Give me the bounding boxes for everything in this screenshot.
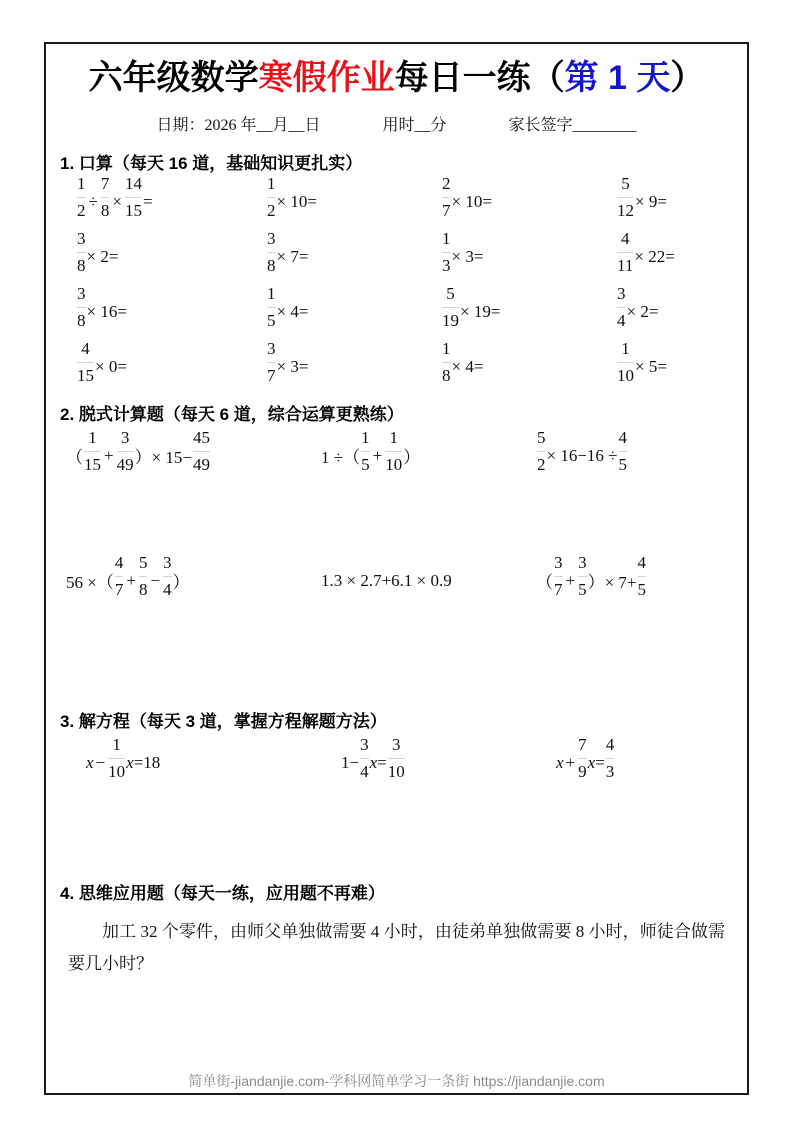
fraction-numerator: 5 xyxy=(621,174,630,193)
math-operator: + xyxy=(104,445,114,465)
math-text: × 10= xyxy=(451,191,492,211)
fraction xyxy=(267,284,276,330)
fraction-denominator: 10 xyxy=(617,366,634,385)
oral-problem[interactable] xyxy=(441,339,616,394)
math-text: × 7= xyxy=(276,246,309,266)
fraction-numerator: 3 xyxy=(360,735,369,754)
fraction-denominator: 5 xyxy=(361,455,370,474)
math-text: × 2= xyxy=(626,301,659,321)
stepwise-problem[interactable] xyxy=(536,428,771,474)
math-text: （ xyxy=(536,573,553,592)
math-operator: − xyxy=(150,570,161,590)
oral-problem[interactable] xyxy=(266,339,441,394)
oral-problem[interactable] xyxy=(616,174,776,229)
fraction xyxy=(442,339,451,385)
fraction-bar xyxy=(77,197,86,198)
math-text: × 22= xyxy=(634,246,675,266)
math-operator: + xyxy=(565,752,576,772)
fraction-numerator: 14 xyxy=(124,174,142,193)
fraction xyxy=(77,339,94,385)
fraction-numerator: 7 xyxy=(578,735,587,754)
fraction-bar xyxy=(267,252,276,253)
fraction-bar xyxy=(193,451,210,452)
fraction-bar xyxy=(115,576,124,577)
fraction-numerator: 3 xyxy=(617,284,626,303)
fraction xyxy=(442,284,459,330)
fraction-bar xyxy=(442,307,459,308)
fraction-numerator: 1 xyxy=(442,229,451,248)
fraction-denominator: 7 xyxy=(442,201,451,220)
fraction xyxy=(77,229,86,275)
fraction xyxy=(163,553,172,599)
fraction xyxy=(554,553,563,599)
math-operator: × xyxy=(112,191,122,211)
fraction-numerator: 3 xyxy=(120,428,130,447)
fraction-denominator: 5 xyxy=(578,580,587,599)
fraction-numerator: 1 xyxy=(112,735,121,754)
fraction-denominator: 5 xyxy=(637,580,647,599)
fraction xyxy=(617,174,634,220)
fraction-denominator: 10 xyxy=(108,762,126,781)
fraction xyxy=(578,553,587,599)
fraction-numerator: 1 xyxy=(88,428,97,447)
fraction-denominator: 8 xyxy=(77,256,86,275)
math-text: × 2= xyxy=(86,246,119,266)
math-text: × 3= xyxy=(451,246,484,266)
fraction-bar xyxy=(617,197,634,198)
fraction-numerator: 1 xyxy=(442,339,451,358)
fraction-bar xyxy=(617,252,633,253)
math-text: = xyxy=(595,752,605,772)
fraction-numerator: 4 xyxy=(620,229,630,248)
fraction-denominator: 19 xyxy=(442,311,459,330)
fraction-bar xyxy=(84,451,101,452)
math-text: × 4= xyxy=(276,301,309,321)
oral-problem[interactable] xyxy=(76,339,266,394)
fraction xyxy=(617,284,626,330)
math-text: = xyxy=(142,191,153,211)
oral-problem[interactable] xyxy=(266,229,441,284)
fraction-bar xyxy=(101,197,110,198)
math-operator: + xyxy=(565,570,576,590)
meta-row xyxy=(46,112,747,135)
fraction-denominator: 8 xyxy=(138,580,148,599)
fraction-denominator: 5 xyxy=(618,455,628,474)
section-heading-equations: 3. 解方程（每天 3 道，掌握方程解题方法） xyxy=(60,712,387,731)
fraction-bar xyxy=(578,758,587,759)
fraction xyxy=(617,339,634,385)
fraction-bar xyxy=(442,197,451,198)
fraction-numerator: 4 xyxy=(81,339,90,358)
fraction xyxy=(618,428,628,474)
math-text: 1.3 × 2.7+6.1 × 0.9 xyxy=(321,570,452,590)
fraction-denominator: 2 xyxy=(537,455,546,474)
fraction-denominator: 2 xyxy=(267,201,276,220)
fraction xyxy=(637,553,647,599)
fraction-numerator: 5 xyxy=(537,428,546,447)
fraction-bar xyxy=(361,451,370,452)
fraction-bar xyxy=(108,758,125,759)
fraction-numerator: 4 xyxy=(637,553,647,572)
equations-row xyxy=(86,735,747,781)
fraction-numerator: 45 xyxy=(193,428,211,447)
fraction-numerator: 4 xyxy=(618,428,628,447)
fraction-numerator: 3 xyxy=(391,735,401,754)
page-title xyxy=(46,56,747,100)
math-text: ） xyxy=(403,448,421,467)
fraction-denominator: 5 xyxy=(267,311,276,330)
fraction-denominator: 2 xyxy=(77,201,86,220)
fraction-numerator: 1 xyxy=(77,174,86,193)
fraction-bar xyxy=(77,362,94,363)
fraction-bar xyxy=(578,576,587,577)
fraction xyxy=(114,553,124,599)
fraction-bar xyxy=(267,307,276,308)
fraction-numerator: 5 xyxy=(138,553,148,572)
stepwise-problem[interactable] xyxy=(536,553,771,599)
fraction-numerator: 4 xyxy=(605,735,615,754)
fraction-denominator: 7 xyxy=(267,366,276,385)
fraction-bar xyxy=(385,451,402,452)
title-paren-open: （ xyxy=(530,59,565,97)
section-heading-word-problem: 4. 思维应用题（每天一练，应用题不再难） xyxy=(60,884,385,903)
fraction-denominator: 10 xyxy=(385,455,403,474)
footer-watermark: 简单街-jiandanjie.com-学科网简单学习一条街 https://jiandanjie.com xyxy=(188,1073,605,1089)
math-variable: x xyxy=(369,752,378,772)
fraction-numerator: 3 xyxy=(578,553,587,572)
oral-problem[interactable] xyxy=(76,229,266,284)
fraction-denominator: 15 xyxy=(77,366,94,385)
fraction-denominator: 9 xyxy=(578,762,587,781)
title-paren-close: ） xyxy=(670,59,705,97)
fraction-numerator: 1 xyxy=(267,284,276,303)
fraction-bar xyxy=(267,362,276,363)
stepwise-problem[interactable] xyxy=(66,553,321,599)
stepwise-row-1 xyxy=(66,428,747,474)
oral-problem[interactable] xyxy=(76,174,266,229)
math-text: × 19= xyxy=(460,301,501,321)
oral-problem[interactable] xyxy=(441,229,616,284)
fraction-bar xyxy=(125,197,142,198)
oral-problem[interactable] xyxy=(616,229,776,284)
oral-problem[interactable] xyxy=(616,339,776,394)
section-heading-oral: 1. 口算（每天 16 道，基础知识更扎实） xyxy=(60,154,363,173)
fraction-denominator: 49 xyxy=(193,455,211,474)
fraction-bar xyxy=(77,307,86,308)
fraction xyxy=(77,174,86,220)
fraction xyxy=(605,735,615,781)
fraction xyxy=(617,229,634,275)
fraction-denominator: 12 xyxy=(617,201,634,220)
oral-problem[interactable] xyxy=(441,174,616,229)
math-text: 1− xyxy=(341,752,360,772)
equation-problem[interactable] xyxy=(86,735,341,781)
fraction-bar xyxy=(77,252,86,253)
word-problem-text: 加工 32 个零件，由师父单独做需要 4 小时，由徒弟单独做需要 8 小时，师徒合做需要几小时？ xyxy=(68,922,725,973)
fraction-bar xyxy=(360,758,369,759)
fraction-denominator: 8 xyxy=(100,201,110,220)
stepwise-problem[interactable] xyxy=(321,428,536,474)
oral-problem[interactable] xyxy=(441,284,616,339)
math-text: （ xyxy=(66,448,83,467)
fraction-bar xyxy=(554,576,563,577)
fraction xyxy=(385,428,403,474)
equation-problem[interactable] xyxy=(341,735,556,781)
oral-problem[interactable] xyxy=(616,284,776,339)
fraction-numerator: 3 xyxy=(267,229,276,248)
fraction-denominator: 4 xyxy=(360,762,369,781)
fraction-bar xyxy=(638,576,647,577)
math-text: 1 ÷（ xyxy=(321,448,361,467)
math-operator: + xyxy=(372,445,383,465)
worksheet-page xyxy=(44,42,749,1095)
fraction-denominator: 7 xyxy=(554,580,563,599)
fraction xyxy=(361,428,370,474)
math-text: × 5= xyxy=(635,356,667,376)
fraction-numerator: 1 xyxy=(621,339,630,358)
date-field[interactable]: 日期：2026 年__月__日 xyxy=(156,117,321,134)
fraction xyxy=(124,174,142,220)
section-heading-stepwise: 2. 脱式计算题（每天 6 道，综合运算更熟练） xyxy=(60,405,404,424)
math-variable: x xyxy=(86,752,94,772)
fraction-bar xyxy=(617,307,626,308)
math-text: × 10= xyxy=(276,191,317,211)
fraction-denominator: 10 xyxy=(387,762,405,781)
fraction xyxy=(387,735,405,781)
fraction xyxy=(442,229,451,275)
math-variable: x xyxy=(587,752,596,772)
fraction-bar xyxy=(267,197,276,198)
fraction-bar xyxy=(617,362,634,363)
math-text: × 0= xyxy=(95,356,127,376)
fraction-numerator: 4 xyxy=(114,553,124,572)
math-text: = xyxy=(377,752,387,772)
fraction-bar xyxy=(606,758,615,759)
fraction xyxy=(138,553,148,599)
math-text: × 4= xyxy=(451,356,484,376)
math-text: ）× 7+ xyxy=(587,573,637,592)
math-text: × 16−16 ÷ xyxy=(546,445,618,465)
fraction xyxy=(442,174,451,220)
fraction-bar xyxy=(388,758,405,759)
fraction-denominator: 4 xyxy=(617,311,626,330)
fraction xyxy=(193,428,211,474)
fraction xyxy=(100,174,110,220)
fraction-denominator: 7 xyxy=(114,580,124,599)
fraction-bar xyxy=(163,576,172,577)
fraction xyxy=(267,229,276,275)
fraction-denominator: 8 xyxy=(77,311,86,330)
title-part-daily: 每日一练 xyxy=(394,59,531,97)
oral-problem[interactable] xyxy=(76,284,266,339)
stepwise-problem[interactable] xyxy=(321,564,536,597)
fraction-numerator: 5 xyxy=(446,284,455,303)
fraction-denominator: 8 xyxy=(442,366,451,385)
fraction-denominator: 3 xyxy=(442,256,451,275)
fraction-numerator: 3 xyxy=(554,553,563,572)
title-part-grade: 六年级数学 xyxy=(88,59,259,97)
math-operator: + xyxy=(126,570,136,590)
title-day-number: 第 1 天 xyxy=(564,59,671,97)
fraction-denominator: 15 xyxy=(84,455,101,474)
math-text: =18 xyxy=(133,752,161,772)
fraction-numerator: 2 xyxy=(442,174,451,193)
oral-problem[interactable] xyxy=(266,284,441,339)
fraction xyxy=(267,339,276,385)
fraction-denominator: 15 xyxy=(124,201,142,220)
title-part-highlight: 寒假作业 xyxy=(258,59,395,97)
math-text: ） xyxy=(172,573,190,592)
fraction-denominator: 4 xyxy=(163,580,172,599)
fraction xyxy=(267,174,276,220)
fraction xyxy=(360,735,369,781)
fraction-bar xyxy=(139,576,148,577)
fraction-numerator: 1 xyxy=(267,174,276,193)
fraction-numerator: 1 xyxy=(389,428,398,447)
fraction-bar xyxy=(442,252,451,253)
fraction xyxy=(116,428,134,474)
fraction-denominator: 8 xyxy=(267,256,276,275)
fraction-numerator: 3 xyxy=(267,339,276,358)
stepwise-row-2 xyxy=(66,553,747,599)
equation-problem[interactable] xyxy=(556,735,791,781)
fraction-denominator: 49 xyxy=(116,455,134,474)
fraction-numerator: 3 xyxy=(163,553,172,572)
math-text: × 3= xyxy=(276,356,309,376)
fraction xyxy=(537,428,546,474)
oral-calculation-grid xyxy=(76,174,747,394)
fraction-numerator: 7 xyxy=(100,174,110,193)
stepwise-problem[interactable] xyxy=(66,428,321,474)
fraction xyxy=(77,284,86,330)
math-text: 56 ×（ xyxy=(66,573,114,592)
fraction-numerator: 3 xyxy=(77,284,86,303)
math-variable: x xyxy=(126,752,134,772)
fraction-bar xyxy=(117,451,134,452)
math-operator: − xyxy=(95,752,106,772)
math-text: × 16= xyxy=(86,301,127,321)
fraction-bar xyxy=(442,362,451,363)
fraction-denominator: 3 xyxy=(605,762,615,781)
fraction-numerator: 1 xyxy=(361,428,370,447)
fraction-numerator: 3 xyxy=(77,229,86,248)
time-spent-field[interactable]: 用时__分 xyxy=(382,117,447,134)
fraction xyxy=(84,428,101,474)
fraction-denominator: 11 xyxy=(617,256,634,275)
math-variable: x xyxy=(556,752,564,772)
parent-signature-field[interactable]: 家长签字________ xyxy=(508,117,637,134)
math-text: ）× 15− xyxy=(134,448,193,467)
fraction xyxy=(108,735,126,781)
math-operator: ÷ xyxy=(88,191,98,211)
fraction-bar xyxy=(537,451,546,452)
fraction-bar xyxy=(619,451,628,452)
oral-problem[interactable] xyxy=(266,174,441,229)
math-text: × 9= xyxy=(635,191,667,211)
fraction xyxy=(578,735,587,781)
